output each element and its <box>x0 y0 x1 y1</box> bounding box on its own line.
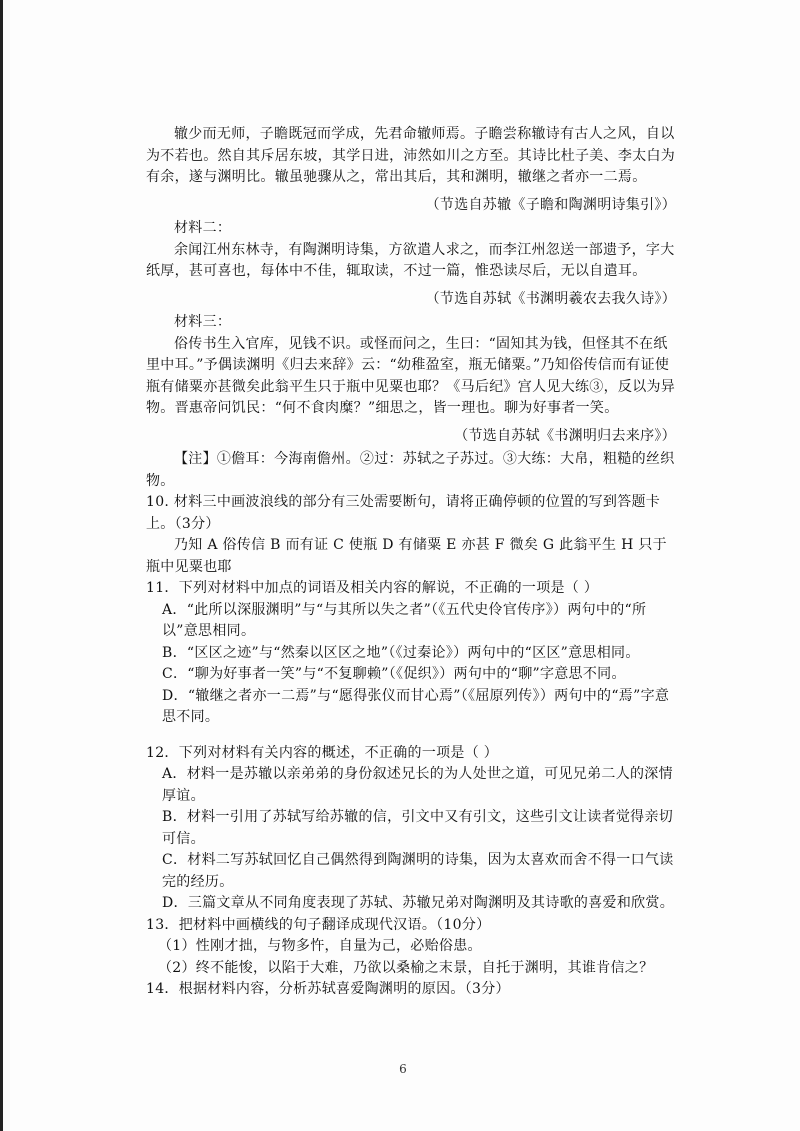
question-13-sentence-1: （1）性刚才拙，与物多忤，自量为己，必贻俗患。 <box>158 938 482 954</box>
question-11-option-a: A．“此所以深服渊明”与“与其所以失之者”（《五代史伶官传序》）两句中的“所以”意思相同。 <box>162 601 647 639</box>
material3-label: 材料三： <box>174 314 232 330</box>
material2-label: 材料二： <box>174 220 232 236</box>
question-11-option-d: D．“辙继之者亦一二焉”与“愿得张仪而甘心焉”（《屈原列传》）两句中的“焉”字意思不同。 <box>162 687 670 725</box>
question-10-stem: 10. 材料三中画波浪线的部分有三处需要断句，请将正确停顿的位置的写到答题卡上。（3分） <box>146 494 661 532</box>
material2-source: （节选自苏轼《书渊明羲农去我久诗》） <box>425 290 676 307</box>
question-14-stem: 14．根据材料内容，分析苏轼喜爱陶渊明的原因。（3分） <box>146 981 510 997</box>
question-12-option-a: A．材料一是苏辙以亲弟弟的身份叙述兄长的为人处世之道，可见兄弟二人的深情厚谊。 <box>162 766 673 804</box>
material1-source: （节选自苏辙《子瞻和陶渊明诗集引》） <box>425 196 676 213</box>
material3-paragraph: 俗传书生入官库，见钱不识。或怪而问之，生曰：“固知其为钱，但怪其不在纸里中耳。”予偶读渊明《归去来辞》云：“幼稚盈室，瓶无储粟。”乃知俗传信而有证使瓶有储粟亦甚微矣此翁平生只于瓶中见粟也耶？《马后纪》宫人见大练③，反以为异物。晋惠帝问饥民：“何不食肉糜？”细思之，皆一理也。聊为好事者一笑。 <box>146 335 676 416</box>
question-12-option-c: C．材料二写苏轼回忆自己偶然得到陶渊明的诗集，因为太喜欢而舍不得一口气读完的经历。 <box>162 852 674 890</box>
question-11-option-b: B．“区区之迹”与“然秦以区区之地”（《过秦论》）两句中的“区区”意思相同。 <box>162 644 640 661</box>
question-12-option-d: D．三篇文章从不同角度表现了苏轼、苏辙兄弟对陶渊明及其诗歌的喜爱和欣赏。 <box>162 895 675 911</box>
question-12-stem: 12．下列对材料有关内容的概述，不正确的一项是（ ） <box>146 744 499 761</box>
footnote: 【注】①儋耳：今海南儋州。②过：苏轼之子苏过。③大练：大帛，粗糙的丝织物。 <box>146 451 675 489</box>
page-number: 6 <box>399 1062 407 1076</box>
material2-paragraph: 余闻江州东林寺，有陶渊明诗集，方欲遣人求之，而李江州忽送一部遗予，字大纸厚，甚可喜也，每体中不佳，辄取读，不过一篇，惟恐读尽后，无以自遣耳。 <box>146 241 675 279</box>
question-13-sentence-2: （2）终不能悛，以陷于大难，乃欲以桑榆之末景，自托于渊明，其谁肯信之？ <box>158 959 654 976</box>
material1-paragraph: 辙少而无师，子瞻既冠而学成，先君命辙师焉。子瞻尝称辙诗有古人之风，自以为不若也。然自其斥居东坡，其学日进，沛然如川之方至。其诗比杜子美、李太白为有余，遂与渊明比。辙虽驰骤从之，常出其后，其和渊明，辙继之者亦一二焉。 <box>146 126 676 185</box>
question-13-stem: 13．把材料中画横线的句子翻译成现代汉语。（10分） <box>146 916 491 933</box>
question-10-options: 乃知 A 俗传信 B 而有证 C 使瓶 D 有储粟 E 亦甚 F 微矣 G 此翁平生 H 只于瓶中见粟也耶 <box>146 537 667 575</box>
question-11-option-c: C．“聊为好事者一笑”与“不复聊赖”（《促织》）两句中的“聊”字意思不同。 <box>162 666 626 682</box>
page-content <box>146 124 676 1001</box>
material3-source: （节选自苏轼《书渊明归去来序》） <box>454 427 676 444</box>
question-12-option-b: B．材料一引用了苏轼写给苏辙的信，引文中又有引文，这些引文让读者觉得亲切可信。 <box>162 809 674 847</box>
question-11-stem: 11．下列对材料中加点的词语及相关内容的解说，不正确的一项是（ ） <box>146 580 599 596</box>
